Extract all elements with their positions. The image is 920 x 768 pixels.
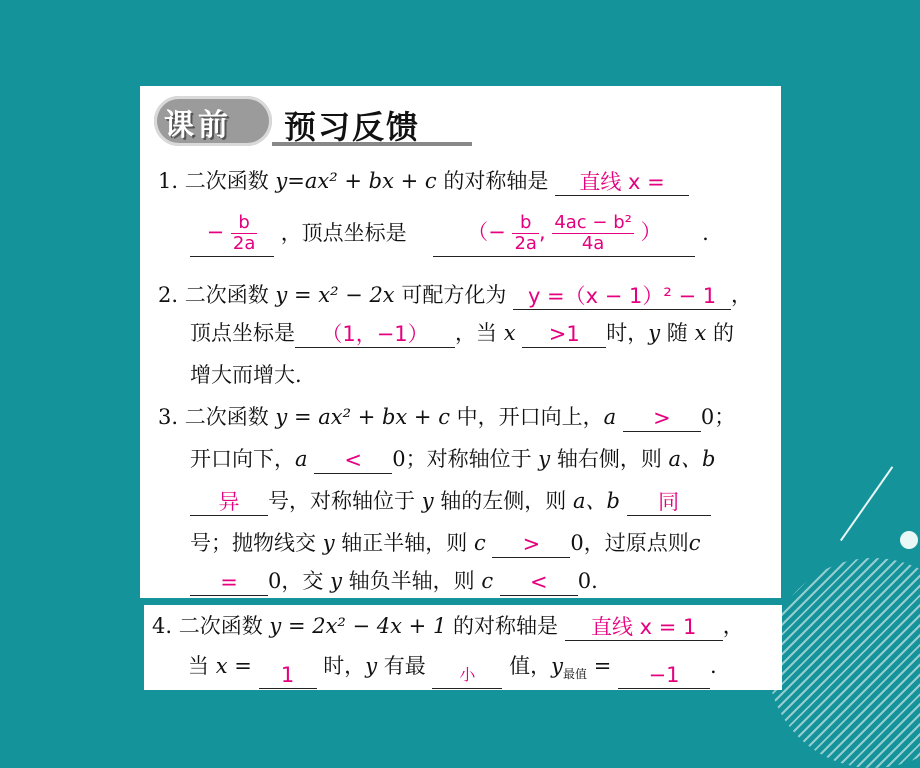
q1-vertex-frac1-den: 2a xyxy=(514,232,537,254)
q4-line2 xyxy=(188,651,717,689)
q3-sign2: 号；抛物线交 xyxy=(190,531,316,555)
q4-end: . xyxy=(710,654,717,678)
q2-line1 xyxy=(158,280,752,310)
q4-answer-val: −1 xyxy=(618,660,710,689)
q4-number: 4. xyxy=(152,614,173,638)
q3-line4 xyxy=(190,528,701,558)
q1-answer-vertex: （− $\frac{b}{2a}$ , $\frac{\text{4ac − b²}}{4a}$ ） xyxy=(433,208,695,257)
q3-open-up: 中，开口向上， xyxy=(456,405,604,429)
q2-answer-gt: >1 xyxy=(522,319,606,348)
q4-x-eq: x = xyxy=(215,654,252,678)
decorative-line xyxy=(840,466,893,541)
q4-comma: ， xyxy=(722,614,744,638)
q1-vertex-open: （− xyxy=(467,220,506,244)
q1-formula-y: y xyxy=(275,169,288,193)
q3-answer-gt: > xyxy=(623,403,701,432)
q1-frac-den: 2a xyxy=(232,232,256,254)
q3-neg-half: 轴负半轴，则 xyxy=(348,569,475,593)
q2-then: 时， xyxy=(606,321,649,345)
q3-zero2: 0；对称轴位于 xyxy=(392,447,532,471)
q4-y: y xyxy=(365,654,378,678)
q4-ymax-label: 最值 xyxy=(563,667,588,682)
q4-line1 xyxy=(152,611,744,641)
q4-eq: = xyxy=(593,654,612,678)
q1-answer-minus: − xyxy=(206,220,225,244)
q2-answer-vertex: （1，−1） xyxy=(295,319,455,348)
q4-mid: 的对称轴是 xyxy=(453,614,558,638)
q1-mid: 的对称轴是 xyxy=(443,169,549,193)
q3-end: 0. xyxy=(577,569,598,593)
q1-line1 xyxy=(158,166,689,196)
q4-answer-min: 小 xyxy=(432,660,502,689)
q1-fraction xyxy=(231,213,257,254)
q4-when: 当 xyxy=(188,654,209,678)
q3-sign-left: 号，对称轴位于 xyxy=(268,489,415,513)
q2-line3 xyxy=(190,360,302,390)
q2-vertex-label: 顶点坐标是 xyxy=(190,321,295,345)
q2-formula: y = x² − 2x xyxy=(275,283,395,307)
decorative-dot xyxy=(900,531,918,549)
q2-lead: 二次函数 xyxy=(184,283,269,307)
q1-lead: 二次函数 xyxy=(184,169,269,193)
q4-then: 时， xyxy=(323,654,366,678)
q3-c2: c xyxy=(688,531,701,555)
q1-vertex-frac1-num: b xyxy=(512,213,538,234)
q4-answer-x: 1 xyxy=(259,660,317,689)
q3-ab2: a、b xyxy=(572,489,620,513)
q4-y2: y xyxy=(551,654,563,678)
q3-answer-c-eq: = xyxy=(190,567,268,596)
q1-vertex-frac2 xyxy=(552,213,634,254)
q2-line2 xyxy=(190,318,734,348)
q3-line2 xyxy=(190,444,716,474)
q2-x: x xyxy=(503,321,516,345)
q3-answer-same: 同 xyxy=(627,487,711,516)
q2-increase: 随 xyxy=(666,321,688,345)
q2-mid: 可配方化为 xyxy=(401,283,507,307)
q3-line5 xyxy=(190,566,598,596)
q1-answer-axis-cont xyxy=(190,208,274,257)
q3-y: y xyxy=(538,447,551,471)
header-title: 预习反馈 xyxy=(284,108,421,146)
q3-y4: y xyxy=(330,569,342,593)
q1-formula: ax² + bx + c xyxy=(304,169,437,193)
q3-c: c xyxy=(473,531,486,555)
q3-formula: y = ax² + bx + c xyxy=(275,405,450,429)
q4-has: 有最 xyxy=(383,654,426,678)
q1-line2 xyxy=(190,208,709,257)
q3-number: 3. xyxy=(158,405,179,429)
q3-zero3: 0，交 xyxy=(268,569,324,593)
q3-y3: y xyxy=(322,531,335,555)
header-badge xyxy=(154,96,272,146)
q3-answer-lt: < xyxy=(314,445,392,474)
q2-comma: ， xyxy=(731,283,753,307)
q1-vertex-frac1 xyxy=(512,213,538,254)
q3-a2: a xyxy=(295,447,308,471)
q1-vertex-frac2-num: 4ac − b² xyxy=(554,211,632,233)
q3-open-down: 开口向下， xyxy=(190,447,295,471)
q2-last: 增大而增大. xyxy=(190,363,302,387)
q1-formula-eq: = xyxy=(287,169,305,193)
q3-line3 xyxy=(190,486,711,516)
q4-value: 值， xyxy=(509,654,552,678)
q3-line1 xyxy=(158,402,735,432)
q1-vertex-frac2-den: 4a xyxy=(581,232,605,254)
q3-answer-c-lt: < xyxy=(500,567,578,596)
q3-left: 轴的左侧，则 xyxy=(440,489,567,513)
q3-answer-diff: 异 xyxy=(190,487,268,516)
q2-x2: x xyxy=(694,321,707,345)
q3-pos-half: 轴正半轴，则 xyxy=(341,531,468,555)
q4-formula: y = 2x² − 4x + 1 xyxy=(269,614,447,638)
exercise-card xyxy=(140,86,781,598)
q4-answer-axis: 直线 x = 1 xyxy=(565,612,723,641)
q3-y2: y xyxy=(421,489,434,513)
q1-answer-axis: 直线 x = xyxy=(555,167,689,196)
decorative-circle xyxy=(768,558,920,768)
q1-vertex-label: ，顶点坐标是 xyxy=(280,221,407,245)
q3-answer-c-gt: > xyxy=(492,529,570,558)
q2-number: 2. xyxy=(158,283,179,307)
header-badge-text: 课前 xyxy=(164,108,232,143)
q3-zero: 0； xyxy=(700,405,736,429)
q2-when: ，当 xyxy=(455,321,497,345)
q1-frac-num: b xyxy=(231,213,257,234)
q2-answer-form: y =（x − 1）² − 1 xyxy=(513,281,731,310)
q3-lead: 二次函数 xyxy=(184,405,269,429)
exercise-card-q4 xyxy=(144,605,782,690)
q2-y: y xyxy=(648,321,661,345)
section-header xyxy=(154,94,484,148)
q3-c3: c xyxy=(481,569,494,593)
q1-vertex-close: ） xyxy=(640,220,662,244)
q1-number: 1. xyxy=(158,169,179,193)
q3-ab: a、b xyxy=(668,447,716,471)
q3-right: 轴右侧，则 xyxy=(556,447,662,471)
q3-origin: 0，过原点则 xyxy=(570,531,689,555)
q3-a: a xyxy=(603,405,617,429)
q1-end: . xyxy=(702,221,709,245)
q4-lead: 二次函数 xyxy=(178,614,263,638)
q2-of: 的 xyxy=(713,321,734,345)
